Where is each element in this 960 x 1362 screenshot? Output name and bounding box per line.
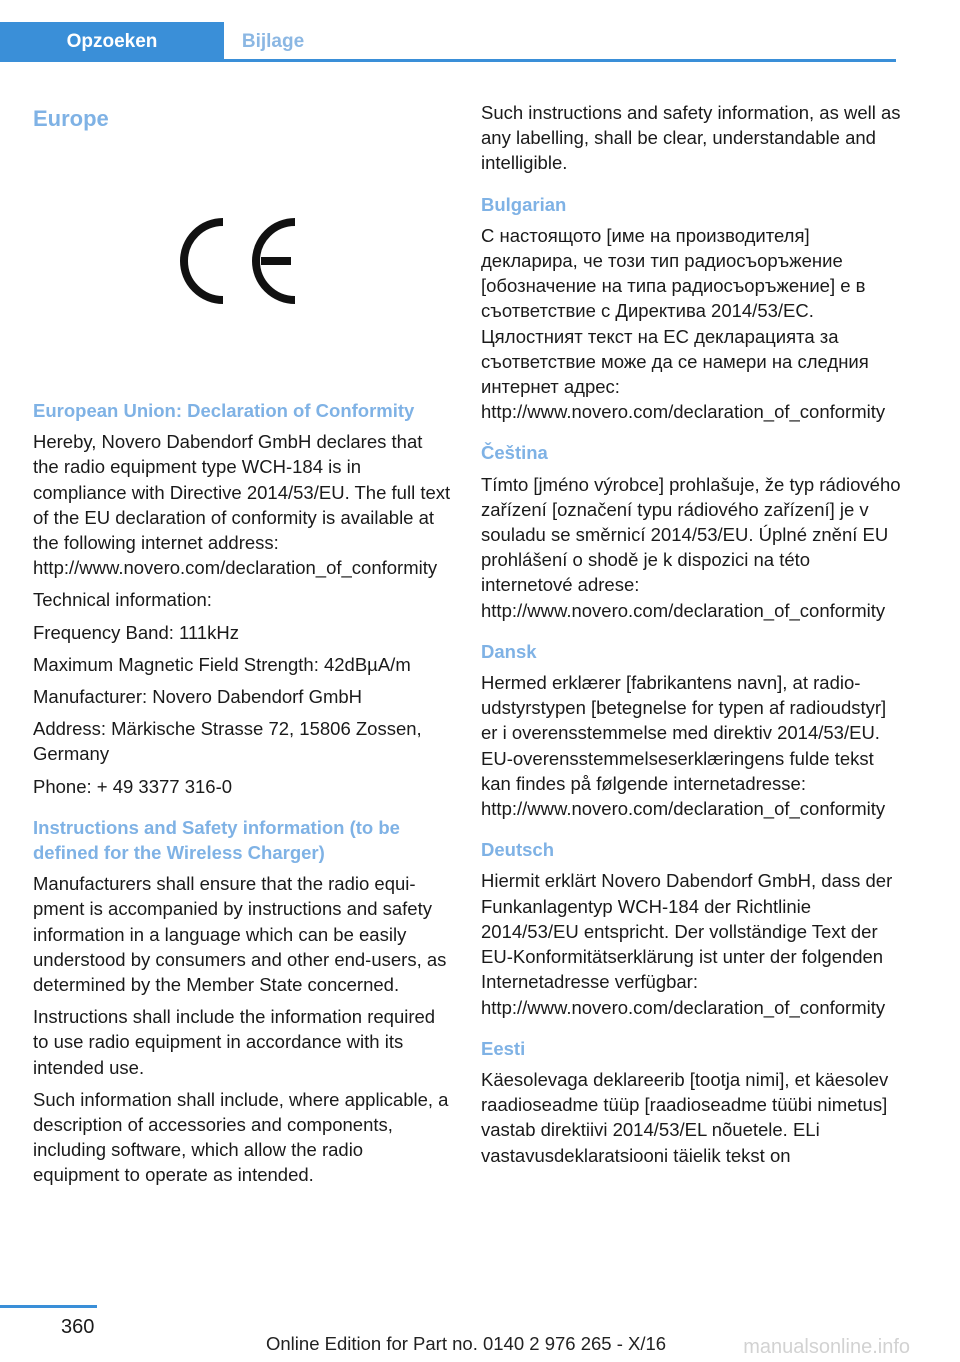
- heading-bulgarian: Bulgarian: [481, 193, 567, 215]
- address: Address: Märkische Strasse 72, 15806 Zossen, Germany: [33, 718, 422, 765]
- text-bulgarian: С настоящото [име на производителя] декларира, че този тип радиосъоръжение [обозначение на типа радиосъоръжение] е в съответствие с Директива 2014/53/ЕС. Цялостният текст на ЕС декларацията за съответствие може да се намери на следния интернет адрес: http://www.novero.com/declaration_of_conformity: [481, 224, 886, 423]
- manufacturer: Manufacturer: Novero Dabendorf GmbH: [33, 686, 363, 708]
- tab-opzoeken[interactable]: Opzoeken: [0, 22, 224, 59]
- right-column: [481, 100, 901, 1175]
- text-estonian: Käesolevaga deklareerib [tootja nimi], et käesolev raadioseadme tüüp [raadioseadme tüübi nimetus] vastab direktiivi 2014/53/EL nõuetele. ELi vastavusdeklaratsiooni täielik tekst on: [481, 1068, 889, 1166]
- instructions-paragraph-1: Manufacturers shall ensure that the radio equipment is accompanied by instructions and safety information in a language which can be easily understood by consumers and other end-users, as determined by the Member State concerned.: [33, 873, 447, 996]
- instructions-heading: Instructions and Safety information (to be defined for the Wireless Charger): [33, 816, 400, 864]
- heading-estonian: Eesti: [481, 1037, 526, 1059]
- instructions-continued: Such instructions and safety information, as well as any labelling, shall be clear, understandable and intelligible.: [481, 102, 901, 174]
- text-danish: Hermed erklærer [fabrikantens navn], at radioudstyrstypen [betegnelse for typen af radioudstyr] er i overensstemmelse med direktiv 2014/53/EU. EU-overensstemmelseserklæringens fulde tekst kan findes på følgende internetadresse: http://www.novero.com/declaration_of_conformity: [481, 672, 887, 820]
- frequency-band: Frequency Band: 111kHz: [33, 621, 240, 643]
- tech-info-label: Technical information:: [33, 589, 212, 611]
- edition-footer: Online Edition for Part no. 0140 2 976 265 - X/16: [266, 1333, 667, 1354]
- ce-mark-icon: [179, 216, 299, 306]
- text-czech: Tímto [jméno výrobce] prohlašuje, že typ rádiového zařízení [označení typu rádiového zařízení] je v souladu se směrnicí 2014/53/EU. Úplné znění EU prohlášení o shodě je k dispozici na této internetové adrese: http://www.novero.com/declaration_of_conformity: [481, 473, 901, 621]
- instructions-paragraph-3: Such information shall include, where applicable, a description of accessories and components, including software, which allow the radio equipment to operate as intended.: [33, 1088, 449, 1186]
- eu-declaration-heading: European Union: Declaration of Conformity: [33, 400, 415, 421]
- section-heading-europe: Europe: [33, 106, 109, 131]
- heading-german: Deutsch: [481, 839, 554, 861]
- top-rule: [0, 59, 896, 62]
- eu-declaration-text: Hereby, Novero Dabendorf GmbH declares that the radio equipment type WCH-184 is in compliance with Directive 2014/53/EU. The full text of the EU declaration of conformity is available at the following internet address: http://www.novero.com/declaration_of_conformity: [33, 431, 451, 579]
- watermark: manualsonline.info: [743, 1336, 910, 1358]
- heading-czech: Čeština: [481, 442, 548, 464]
- tab-bijlage[interactable]: Bijlage: [224, 22, 322, 59]
- heading-danish: Dansk: [481, 640, 537, 662]
- left-column: [33, 100, 451, 1195]
- page-number-rule: [0, 1305, 97, 1308]
- phone: Phone: + 49 3377 316-0: [33, 775, 233, 797]
- text-german: Hiermit erklärt Novero Dabendorf GmbH, dass der Funkanlagentyp WCH-184 der Richtlinie 2014/53/EU entspricht. Der vollständige Text der EU-Konformitätserklärung ist unter der folgenden Internetadresse verfügbar: http://www.novero.com/declaration_of_conformity: [481, 870, 893, 1018]
- page-number: 360: [61, 1316, 95, 1338]
- field-strength: Maximum Magnetic Field Strength: 42dBµA/m: [33, 653, 411, 675]
- top-navigation: [0, 0, 896, 62]
- instructions-paragraph-2: Instructions shall include the information required to use radio equipment in accordance with its intended use.: [33, 1006, 436, 1078]
